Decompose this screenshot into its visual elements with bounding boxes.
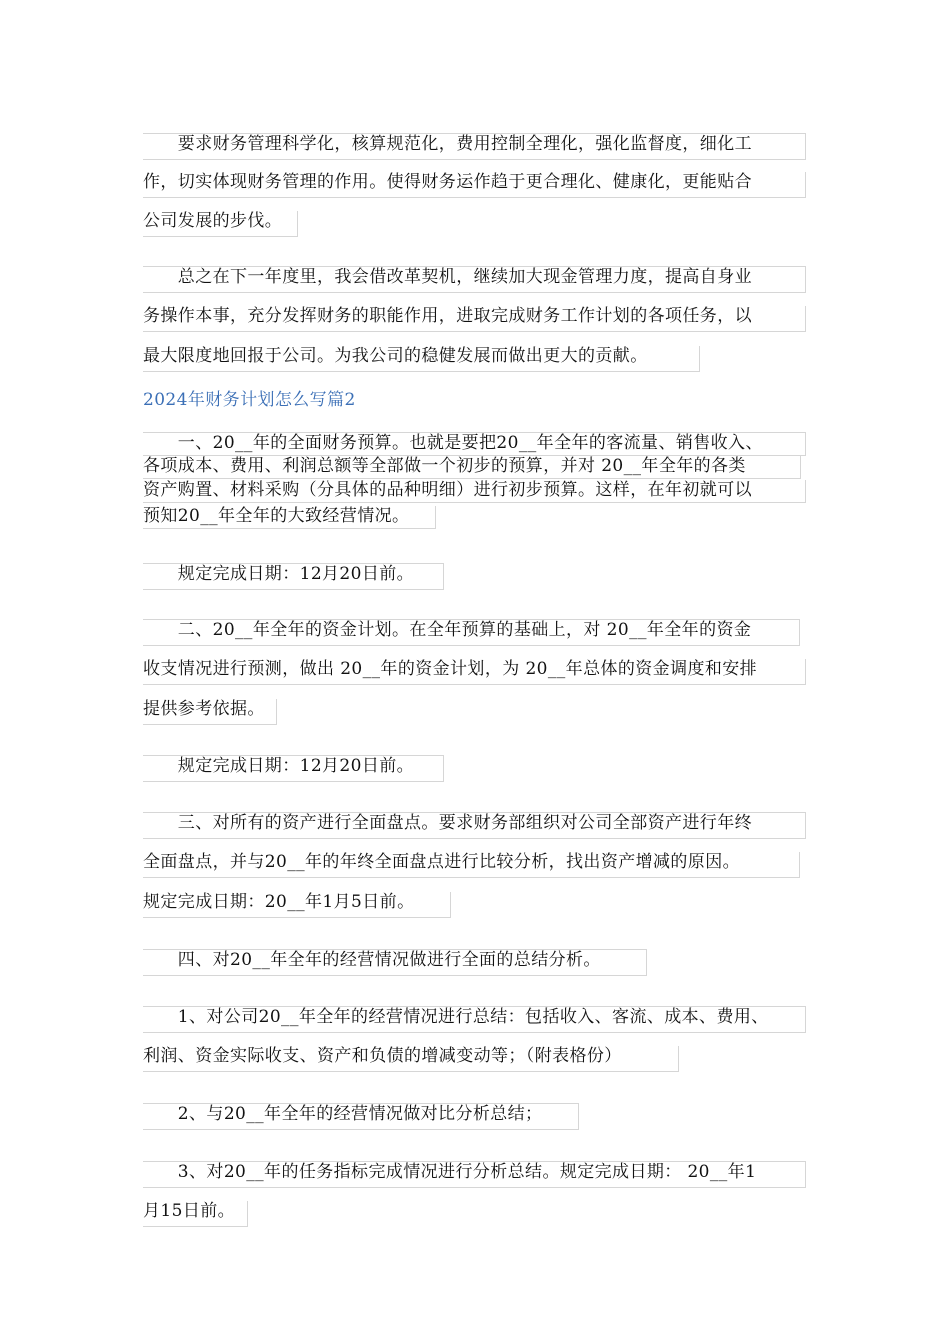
paragraph-11-line-1: 3、对20__年的任务指标完成情况进行分析总结。规定完成日期： 20__年1 (143, 1161, 806, 1188)
paragraph-3-line-3: 资产购置、材料采购（分具体的品种明细）进行初步预算。这样，在年初就可以 (143, 480, 806, 503)
paragraph-1-line-2: 作，切实体现财务管理的作用。使得财务运作趋于更合理化、健康化，更能贴合 (143, 172, 806, 198)
paragraph-2-line-3: 最大限度地回报于公司。为我公司的稳健发展而做出更大的贡献。 (143, 346, 700, 372)
paragraph-1-line-1: 要求财务管理科学化，核算规范化，费用控制全理化，强化监督度，细化工 (143, 133, 806, 160)
paragraph-3-line-4: 预知20__年全年的大致经营情况。 (143, 506, 436, 529)
deadline-line-1: 规定完成日期：12月20日前。 (143, 563, 444, 590)
paragraph-10: 2、与20__年全年的经营情况做对比分析总结； (143, 1103, 579, 1130)
paragraph-9-line-2: 利润、资金实际收支、资产和负债的增减变动等；（附表格份） (143, 1046, 679, 1072)
paragraph-5-line-1: 二、20__年全年的资金计划。在全年预算的基础上，对 20__年全年的资金 (143, 619, 800, 646)
paragraph-8: 四、对20__年全年的经营情况做进行全面的总结分析。 (143, 949, 647, 976)
paragraph-5-line-3: 提供参考依据。 (143, 699, 277, 725)
paragraph-11-line-2: 月15日前。 (143, 1201, 248, 1227)
deadline-line-2: 规定完成日期：12月20日前。 (143, 755, 444, 782)
paragraph-7-line-1: 三、对所有的资产进行全面盘点。要求财务部组织对公司全部资产进行年终 (143, 812, 806, 839)
paragraph-2-line-2: 务操作本事，充分发挥财务的职能作用，进取完成财务工作计划的各项任务，以 (143, 306, 806, 332)
paragraph-5-line-2: 收支情况进行预测，做出 20__年的资金计划，为 20__年总体的资金调度和安排 (143, 659, 806, 685)
paragraph-1-line-3: 公司发展的步伐。 (143, 211, 298, 237)
paragraph-3-line-1: 一、20__年的全面财务预算。也就是要把20__年全年的客流量、销售收入、 (143, 432, 806, 456)
paragraph-2-line-1: 总之在下一年度里，我会借改革契机，继续加大现金管理力度，提高自身业 (143, 266, 806, 293)
paragraph-3-line-2: 各项成本、费用、利润总额等全部做一个初步的预算，并对 20__年全年的各类 (143, 456, 801, 479)
paragraph-7-line-3: 规定完成日期：20__年1月5日前。 (143, 892, 451, 918)
section-heading: 2024年财务计划怎么写篇2 (143, 390, 356, 410)
paragraph-9-line-1: 1、对公司20__年全年的经营情况进行总结：包括收入、客流、成本、费用、 (143, 1006, 806, 1033)
paragraph-7-line-2: 全面盘点，并与20__年的年终全面盘点进行比较分析，找出资产增减的原因。 (143, 852, 800, 878)
